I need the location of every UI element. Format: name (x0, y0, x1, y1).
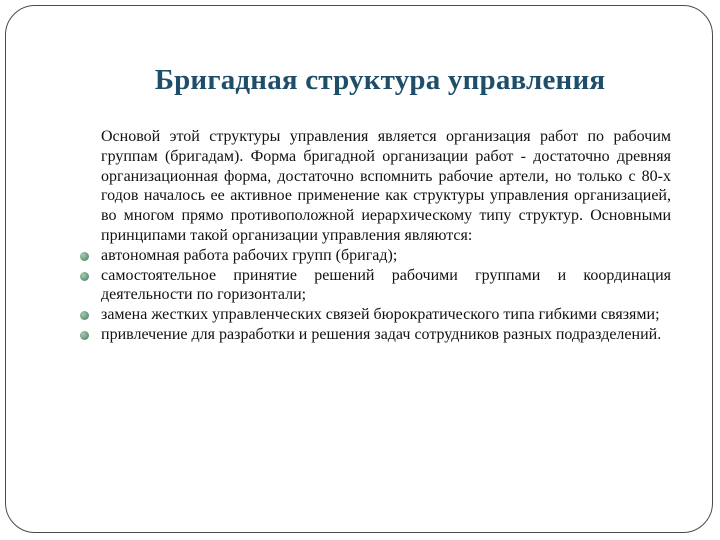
bullet-dot-icon (80, 252, 89, 261)
list-item (101, 266, 671, 306)
bullet-text: замена жестких управленческих связей бюрократического типа гибкими связями; (101, 306, 660, 324)
bullet-text: автономная работа рабочих групп (бригад); (101, 246, 398, 264)
intro-paragraph: Основой этой структуры управления является организация работ по рабочим группам (бригадам). Форма бригадной организации работ - достаточно древняя организационная форма, достаточно вспомнить рабочие артели, но только с 80-х годов началось ее активное применение как структуры управления организацией, во многом прямо противоположной иерархическому типу структур. Основными принципами такой организации управления являются: (101, 128, 671, 244)
bullet-dot-icon (80, 272, 89, 281)
bullet-dot-icon (80, 331, 89, 340)
bullet-text: самостоятельное принятие решений рабочими группами и координация деятельности по горизонтали; (101, 266, 671, 304)
bullet-list (101, 246, 671, 345)
list-item (101, 325, 671, 345)
slide-title: Бригадная структура управления (154, 64, 606, 96)
bullet-text: привлечение для разработки и решения задач сотрудников разных подразделений. (101, 325, 662, 343)
slide-body (101, 127, 671, 345)
list-item (101, 246, 671, 266)
list-item (101, 305, 671, 325)
